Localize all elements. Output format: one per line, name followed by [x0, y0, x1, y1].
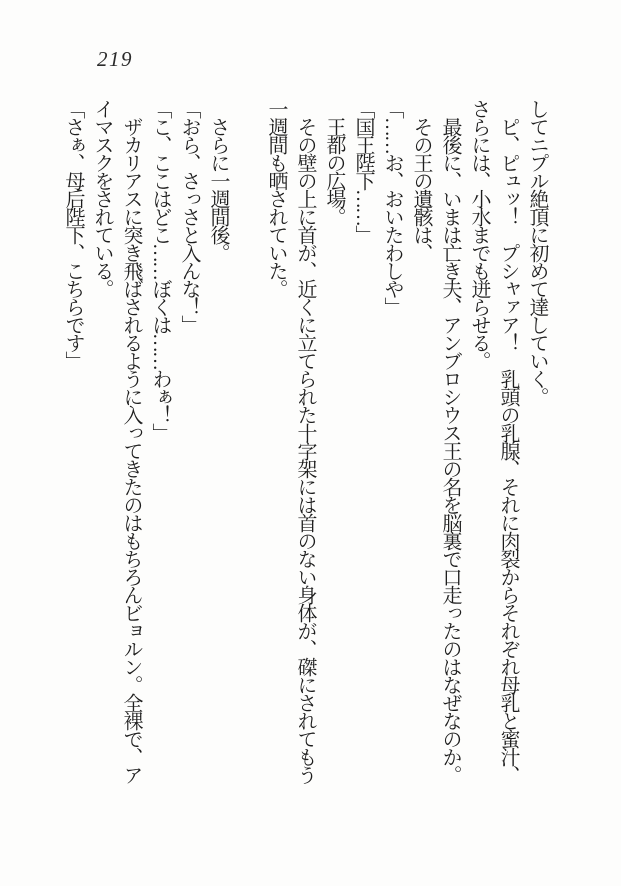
- blank-line: [232, 99, 261, 787]
- text-line: 一週間も晒されていた。: [265, 99, 287, 297]
- text-line: さらには、小水までも迸らせる。: [468, 99, 490, 369]
- page-text: [58, 99, 551, 787]
- text-line: その壁の上に首が、近くに立てられた十字架には首のない身体が、磔にされてもう: [294, 99, 316, 783]
- text-line: 「おら、さっさと入んな！」: [178, 99, 200, 333]
- text-line: イマスクをされている。: [91, 99, 113, 297]
- text-line: 「さぁ、母后陛下、こちらです」: [62, 99, 84, 369]
- text-line: 王都の広場。: [323, 99, 345, 225]
- text-line: 「……お、おいたわしや」: [381, 99, 403, 315]
- text-line: 「国王陛下……」: [352, 99, 374, 243]
- text-line: ザカリアスに突き飛ばされるように入ってきたのはもちろんビョルン。全裸で、ア: [120, 99, 142, 783]
- page-number: 219: [97, 47, 133, 71]
- text-line: さらに一週間後。: [207, 99, 229, 261]
- text-line: ピ、ピュッ！ プシャァア！ 乳頭の乳腺、それに肉裂からそれぞれ母乳と蜜汁、: [497, 99, 519, 783]
- text-line: 最後に、いまは亡き夫、アンブロシウス王の名を脳裏で口走ったのはなぜなのか。: [439, 99, 461, 783]
- text-line: その王の遺骸は、: [410, 99, 432, 261]
- text-line: 「こ、ここはどこ……ぼくは……わぁ！」: [149, 99, 171, 441]
- text-line: してニプル絶頂に初めて達していく。: [526, 99, 548, 405]
